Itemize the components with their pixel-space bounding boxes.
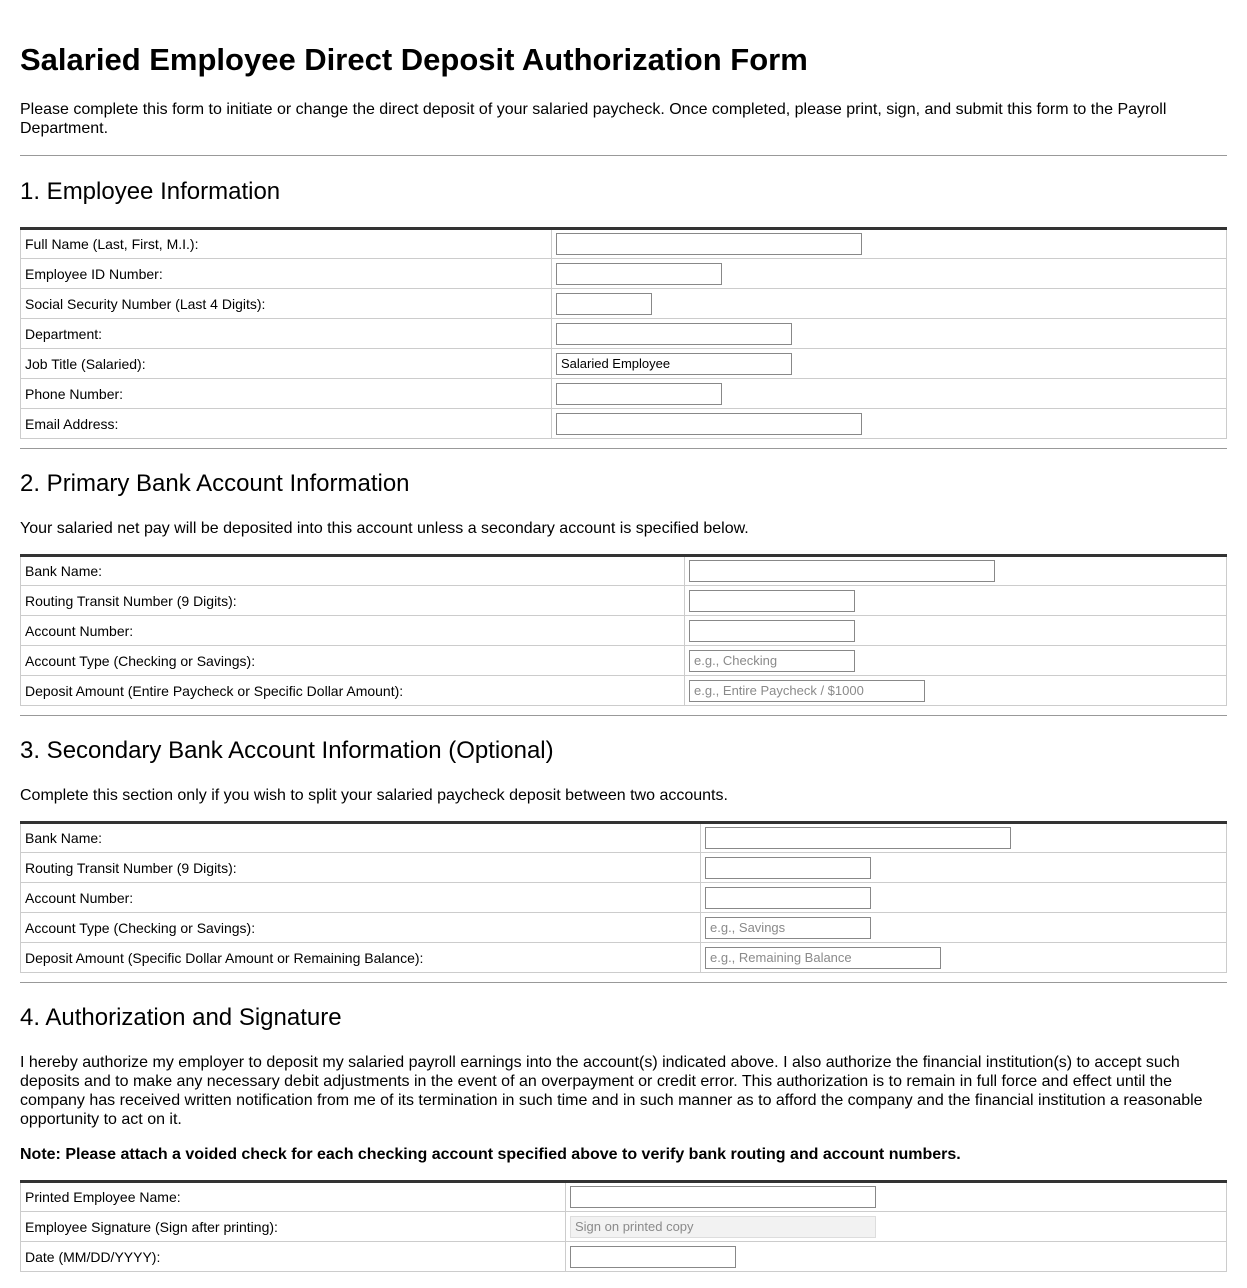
voided-check-note: Note: Please attach a voided check for each checking account specified above to verify bank routing and account numbers. (20, 1146, 961, 1163)
table-row (21, 289, 1227, 319)
field-label: Employee ID Number: (21, 259, 552, 289)
page-title: Salaried Employee Direct Deposit Authorization Form (20, 42, 808, 77)
table-row (21, 229, 1227, 259)
section-divider (20, 715, 1227, 716)
primary-account-number-field[interactable] (689, 620, 855, 642)
email-address-field[interactable] (556, 413, 862, 435)
primary-account-type-field[interactable] (689, 650, 855, 672)
table-row (21, 556, 1227, 586)
field-label: Deposit Amount (Entire Paycheck or Specific Dollar Amount): (21, 676, 685, 706)
employee-info-table (20, 227, 1227, 439)
printed-name-field[interactable] (570, 1186, 876, 1208)
field-label: Social Security Number (Last 4 Digits): (21, 289, 552, 319)
secondary-account-number-field[interactable] (705, 887, 871, 909)
primary-bank-description: Your salaried net pay will be deposited into this account unless a secondary account is specified below. (20, 520, 749, 537)
table-row (21, 913, 1227, 943)
department-field[interactable] (556, 323, 792, 345)
field-label: Bank Name: (21, 556, 685, 586)
section-heading-primary-bank: 2. Primary Bank Account Information (20, 470, 410, 497)
field-label: Routing Transit Number (9 Digits): (21, 853, 701, 883)
employee-id-field[interactable] (556, 263, 722, 285)
table-row (21, 409, 1227, 439)
table-row (21, 616, 1227, 646)
table-row (21, 259, 1227, 289)
field-label: Email Address: (21, 409, 552, 439)
secondary-deposit-amount-field[interactable] (705, 947, 941, 969)
secondary-bank-description: Complete this section only if you wish to split your salaried paycheck deposit between two accounts. (20, 787, 728, 804)
table-row (21, 883, 1227, 913)
field-label: Printed Employee Name: (21, 1182, 566, 1212)
table-row (21, 1242, 1227, 1272)
section-divider (20, 448, 1227, 449)
secondary-routing-number-field[interactable] (705, 857, 871, 879)
authorization-text: I hereby authorize my employer to deposit my salaried payroll earnings into the account(s) indicated above. I also authorize the financial institution(s) to accept such deposits and to make any necessary debit adjustments in the event of an overpayment or credit error. This authorization is to remain in full force and effect until the company has received written notification from me of its termination in such time and in such manner as to afford the company and the financial institution a reasonable opportunity to act on it. (20, 1054, 1203, 1128)
secondary-bank-name-field[interactable] (705, 827, 1011, 849)
field-label: Account Number: (21, 883, 701, 913)
table-row (21, 676, 1227, 706)
field-label: Employee Signature (Sign after printing): (21, 1212, 566, 1242)
signature-field (570, 1216, 876, 1238)
field-label: Department: (21, 319, 552, 349)
field-label: Account Type (Checking or Savings): (21, 913, 701, 943)
field-label: Bank Name: (21, 823, 701, 853)
job-title-field[interactable] (556, 353, 792, 375)
section-divider (20, 155, 1227, 156)
field-label: Date (MM/DD/YYYY): (21, 1242, 566, 1272)
primary-bank-table (20, 554, 1227, 706)
field-label: Account Type (Checking or Savings): (21, 646, 685, 676)
table-row (21, 319, 1227, 349)
table-row (21, 1212, 1227, 1242)
table-row (21, 823, 1227, 853)
table-row (21, 943, 1227, 973)
section-divider (20, 982, 1227, 983)
date-field[interactable] (570, 1246, 736, 1268)
table-row (21, 853, 1227, 883)
signature-table (20, 1180, 1227, 1272)
intro-text: Please complete this form to initiate or change the direct deposit of your salaried paycheck. Once completed, please print, sign, and submit this form to the Payroll Department. (20, 101, 1167, 137)
primary-deposit-amount-field[interactable] (689, 680, 925, 702)
field-label: Full Name (Last, First, M.I.): (21, 229, 552, 259)
secondary-bank-table (20, 821, 1227, 973)
field-label: Account Number: (21, 616, 685, 646)
primary-routing-number-field[interactable] (689, 590, 855, 612)
table-row (21, 379, 1227, 409)
table-row (21, 349, 1227, 379)
table-row (21, 646, 1227, 676)
table-row (21, 586, 1227, 616)
field-label: Job Title (Salaried): (21, 349, 552, 379)
secondary-account-type-field[interactable] (705, 917, 871, 939)
ssn-last4-field[interactable] (556, 293, 652, 315)
field-label: Routing Transit Number (9 Digits): (21, 586, 685, 616)
phone-number-field[interactable] (556, 383, 722, 405)
full-name-field[interactable] (556, 233, 862, 255)
field-label: Deposit Amount (Specific Dollar Amount or Remaining Balance): (21, 943, 701, 973)
table-row (21, 1182, 1227, 1212)
field-label: Phone Number: (21, 379, 552, 409)
section-heading-authorization: 4. Authorization and Signature (20, 1004, 342, 1031)
section-heading-secondary-bank: 3. Secondary Bank Account Information (Optional) (20, 737, 554, 764)
section-heading-employee-info: 1. Employee Information (20, 178, 281, 205)
primary-bank-name-field[interactable] (689, 560, 995, 582)
